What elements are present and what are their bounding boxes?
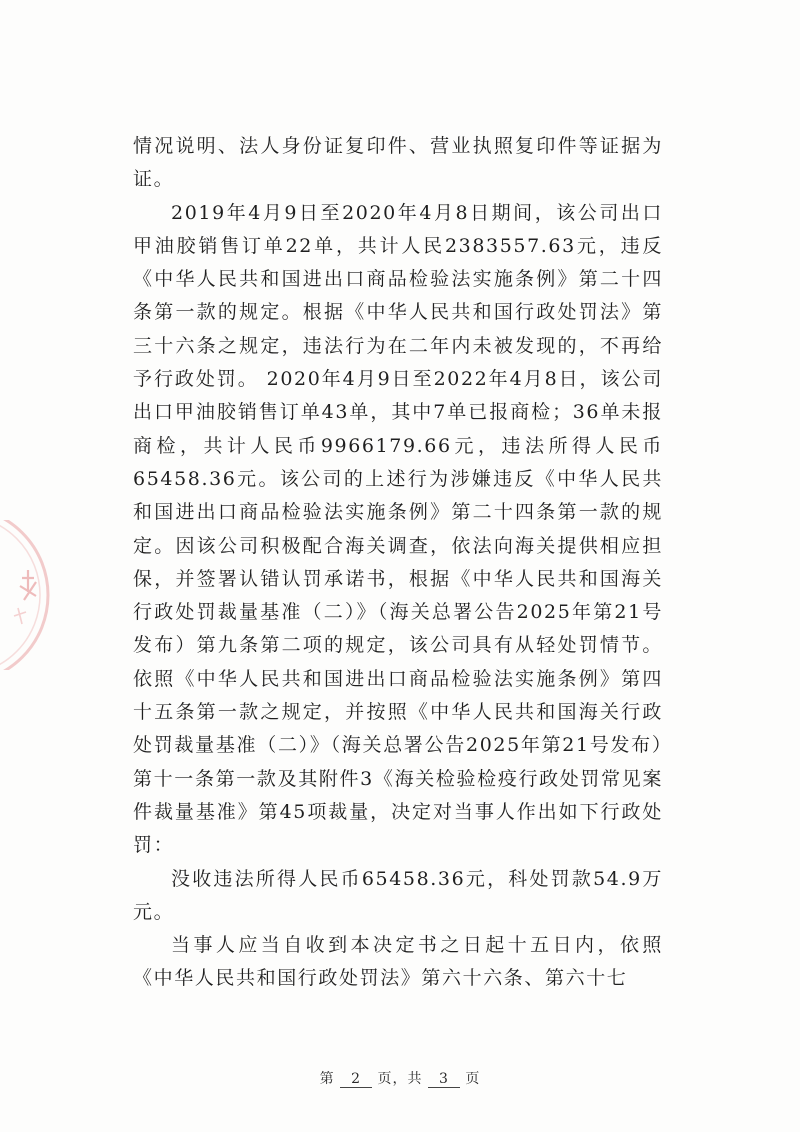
evidence-paragraph: 情况说明、法人身份证复印件、营业执照复印件等证据为证。 [133,135,663,191]
penalty-paragraph: 没收违法所得人民币65458.36元，科处罚款54.9万元。 [133,867,663,923]
page-footer [0,1068,800,1088]
footer-middle: 页，共 [377,1071,423,1087]
total-pages-number: 3 [428,1071,460,1088]
footer-suffix: 页 [465,1071,481,1087]
footer-prefix: 第 [319,1071,335,1087]
current-page-number: 2 [340,1071,372,1088]
appeal-notice-paragraph: 当事人应当自收到本决定书之日起十五日内，依照《中华人民共和国行政处罚法》第六十六条、第六十七 [133,934,663,990]
seal-stamp-graphic [0,520,52,670]
violation-facts-paragraph: 2019年4月9日至2020年4月8日期间，该公司出口甲油胶销售订单22单，共计人民2383557.63元，违反《中华人民共和国进出口商品检验法实施条例》第二十四条第一款的规定。根据《中华人民共和国行政处罚法》第三十六条之规定，违法行为在二年内未被发现的，不再给予行政处罚。 2020年4月9日至2022年4月8日，该公司出口甲油胶销售订单43单，其中7单已报商检；36单未报商检，共计人民币9966179.66元，违法所得人民币65458.36元。该公司的上述行为涉嫌违反《中华人民共和国进出口商品检验法实施条例》第二十四条第一款的规定。因该公司积极配合海关调查，依法向海关提供相应担保，并签署认错认罚承诺书，根据《中华人民共和国海关行政处罚裁量基准（二）》（海关总署公告2025年第21号发布）第九条第二项的规定，该公司具有从轻处罚情节。依照《中华人民共和国进出口商品检验法实施条例》第四十五条第一款之规定，并按照《中华人民共和国海关行政处罚裁量基准（二）》（海关总署公告2025年第21号发布）第十一条第一款及其附件3《海关检验检疫行政处罚常见案件裁量基准》第45项裁量，决定对当事人作出如下行政处罚： [133,201,663,857]
seal-stamp-fragment [0,520,52,670]
decision-body-text [133,130,663,996]
